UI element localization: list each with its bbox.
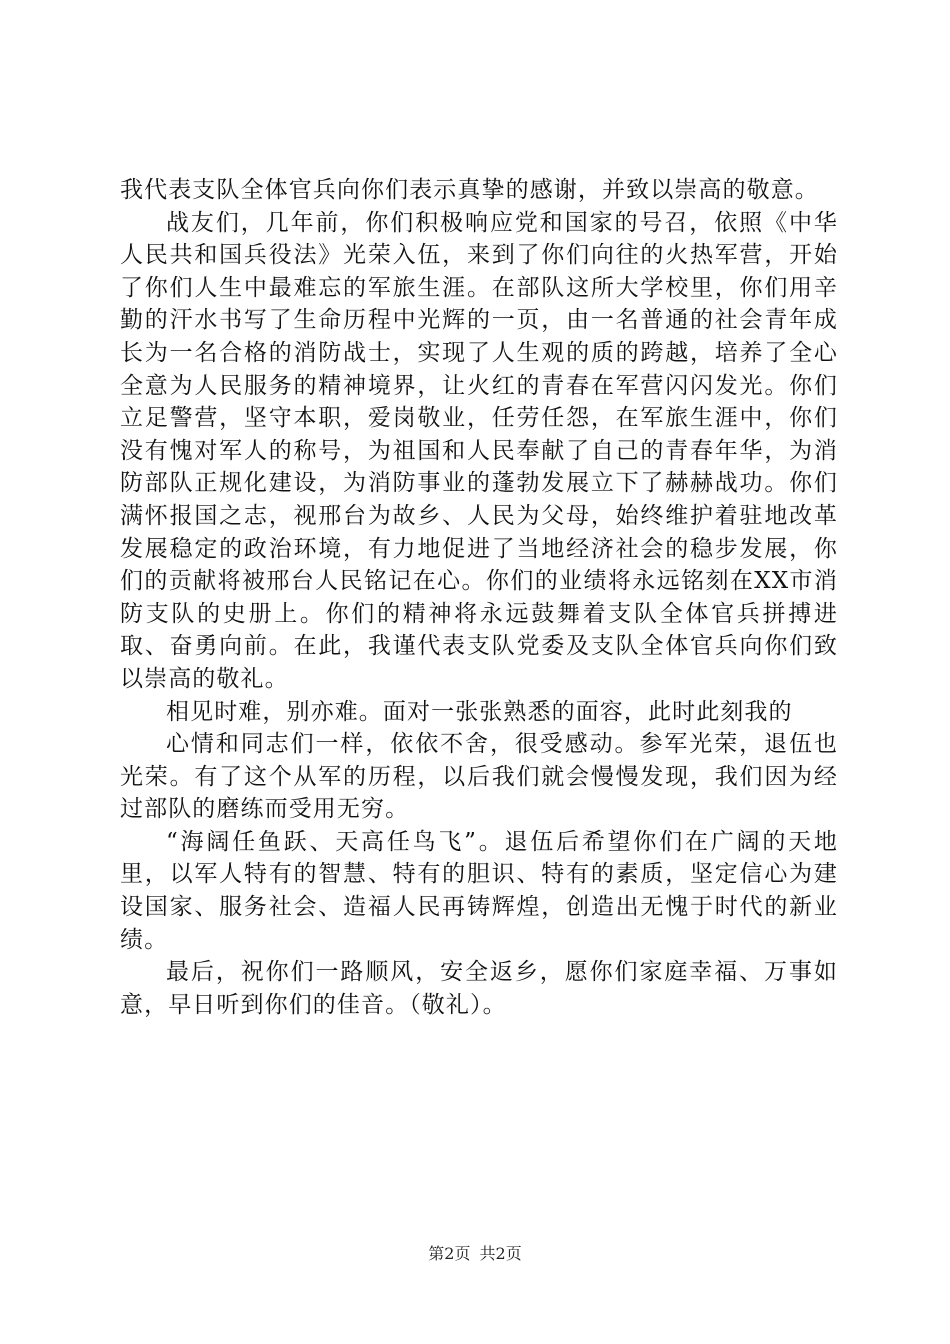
paragraph-4: 心情和同志们一样，依依不舍，很受感动。参军光荣，退伍也光荣。有了这个从军的历程，以后我们就会慢慢发现，我们因为经过部队的磨练而受用无穷。 [120,731,838,823]
paragraph-3: 相见时难，别亦难。面对一张张熟悉的面容，此时此刻我的 [166,698,793,725]
paragraph-5: “海阔任鱼跃、天高任鸟飞”。退伍后希望你们在广阔的天地里，以军人特有的智慧、特有的胆识、特有的素质，坚定信心为建设国家、服务社会、造福人民再铸辉煌，创造出无愧于时代的新业绩。 [120,828,838,953]
page-number-total: 共2页 [479,1244,522,1263]
paragraph-1: 我代表支队全体官兵向你们表示真挚的感谢，并致以崇高的敬意。 [120,177,819,203]
document-body [120,174,838,1021]
paragraph-2: 战友们，几年前，你们积极响应党和国家的号召，依照《中华人民共和国兵役法》光荣入伍，来到了你们向往的火热军营，开始了你们人生中最难忘的军旅生涯。在部队这所大学校里，你们用辛勤的汗水书写了生命历程中光辉的一页，由一名普通的社会青年成长为一名合格的消防战士，实现了人生观的质的跨越，培养了全心全意为人民服务的精神境界，让火红的青春在军营闪闪发光。你们立足警营，坚守本职，爱岗敬业，任劳任怨，在军旅生涯中，你们没有愧对军人的称号，为祖国和人民奉献了自己的青春年华，为消防部队正规化建设，为消防事业的蓬勃发展立下了赫赫战功。你们满怀报国之志，视邢台为故乡、人民为父母，始终维护着驻地改革发展稳定的政治环境，有力地促进了当地经济社会的稳步发展，你们的贡献将被邢台人民铭记在心。你们的业绩将永远铭刻在XX市消防支队的史册上。你们的精神将永远鼓舞着支队全体官兵拼搏进取、奋勇向前。在此，我谨代表支队党委及支队全体官兵向你们致以崇高的敬礼。 [120,209,838,692]
page-footer [0,1244,950,1264]
paragraph-6: 最后，祝你们一路顺风，安全返乡，愿你们家庭幸福、万事如意，早日听到你们的佳音。（敬礼）。 [120,959,838,1018]
page-number-current: 第2页 [428,1244,471,1263]
